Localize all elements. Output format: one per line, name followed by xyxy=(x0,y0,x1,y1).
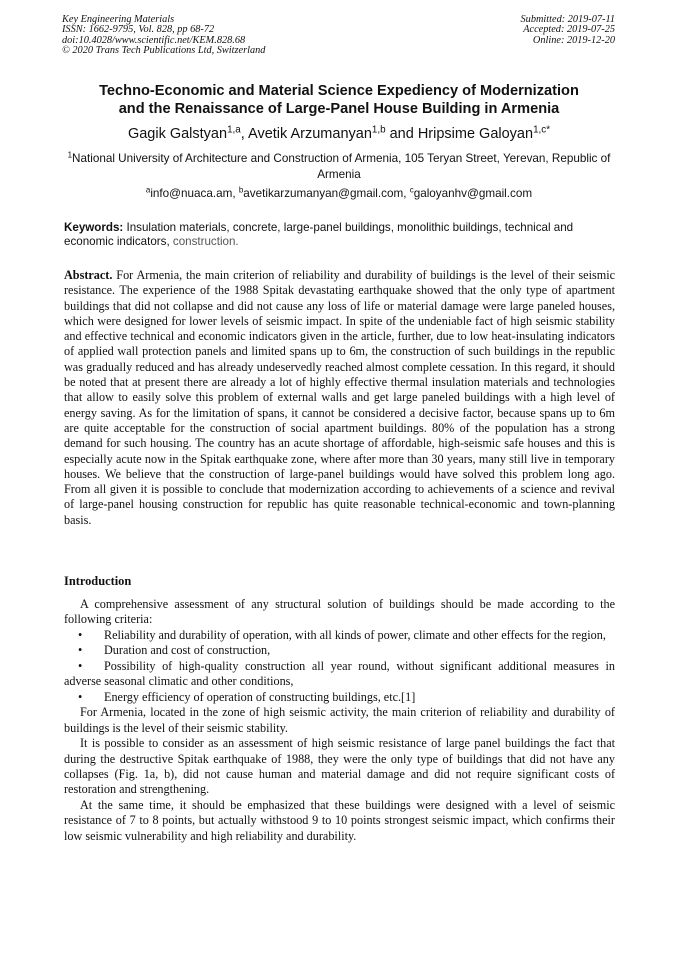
affiliation xyxy=(60,151,618,183)
email-mark: a xyxy=(145,185,151,195)
abstract-text: For Armenia, the main criterion of reliability and durability of buildings is the level of their seismic resistance. The experience of the 1988 Spitak devastating earthquake showed that the only type of apartment buildings that did not collapse and did not cause any loss of life or material damage were large paneled houses, which were designed for lower levels of seismic impact. In spite of the undeniable fact of high seismic stability and effective technical and economic indicators given in the article, further, due to low heat-insulating indicators of applied wall protection panels and limited spans up to 6m, the construction of such buildings in the republic was gradually reduced and has already undeservedly reached almost complete cessation. In this regard, it should be noted that at present there are already a lot of highly effective thermal insulation materials and technologies that allow to easily solve this problem of external walls and get large paneled buildings with a high level of energy saving. As for the limitation of spans, it cannot be considered a decisive factor, because spans up to 6m are quite acceptable for the construction of social apartment buildings. 80% of the population has a strong demand for such housing. The country has an acute shortage of affordable, high-seismic safe houses and this is especially acute now in the Spitak earthquake zone, where after more than 30 years, many still live in temporary houses. We believe that the construction of large-panel buildings would have solved this problem long ago. From all given it is possible to conclude that modernization according to achievements of a science and revival of large-panel housing construction for republic has quite reasonable technical-economic and town-planning basis. xyxy=(64,268,615,527)
email-mark: b xyxy=(238,185,244,195)
keywords xyxy=(64,221,616,249)
email-link[interactable]: avetikarzumanyan@gmail.com, xyxy=(243,187,410,200)
author-name: Hripsime Galoyan xyxy=(417,126,534,142)
paragraph: At the same time, it should be emphasized that these buildings were designed with a level of seismic resistance of 7 to 8 points, but actually withstood 9 to 10 points strongest seismic impact, which confirms their low seismic vulnerability and high reliability and durability. xyxy=(64,797,615,843)
keywords-label: Keywords: xyxy=(64,221,124,234)
paragraph: It is possible to consider as an assessment of high seismic resistance of large panel buildings the fact that during the destructive Spitak earthquake of 1988, they were the only type of buildings that did not have any collapses (Fig. 1a, b), did not cause human and material damage and did not require significant costs of restoration and strengthening. xyxy=(64,736,615,797)
bullet-item xyxy=(64,690,615,705)
email-mark: c xyxy=(409,185,414,195)
author-emails xyxy=(50,186,628,201)
author-list xyxy=(40,126,638,143)
author-name: Avetik Arzumanyan xyxy=(248,126,372,142)
title-line-1: Techno-Economic and Material Science Expediency of Modernization xyxy=(99,83,579,99)
section-heading-introduction: Introduction xyxy=(64,574,132,588)
paragraph: For Armenia, located in the zone of high seismic activity, the main criterion of reliability and durability of buildings is the level of their seismic stability. xyxy=(64,705,615,735)
author-affiliation-mark: 1,b xyxy=(371,124,386,136)
title-line-2: and the Renaissance of Large-Panel House Building in Armenia xyxy=(118,101,560,117)
author-affiliation-mark: 1,a xyxy=(227,124,241,136)
abstract xyxy=(64,268,615,528)
bullet-item xyxy=(64,628,615,643)
keywords-text: Insulation materials, concrete, large-panel buildings, monolithic buildings, technical and economic indicators, xyxy=(64,221,574,248)
introduction-body xyxy=(64,597,615,844)
author-separator: , xyxy=(240,126,249,142)
bullet-text: Reliability and durability of operation, with all kinds of power, climate and other effects for the region, xyxy=(104,627,606,642)
paper-title xyxy=(50,82,628,118)
doi-line: doi:10.4028/www.scientific.net/KEM.828.68 xyxy=(62,34,246,46)
keywords-tail: construction. xyxy=(172,235,239,248)
bullet-icon: • xyxy=(78,643,83,658)
affiliation-text: National University of Architecture and Construction of Armenia, 105 Teryan Street, Yerevan, Republic of Armenia xyxy=(72,152,611,181)
bullet-icon: • xyxy=(78,658,83,673)
email-link[interactable]: info@nuaca.am, xyxy=(150,187,239,200)
email-link[interactable]: galoyanhv@gmail.com xyxy=(413,187,533,200)
bullet-item xyxy=(64,659,615,690)
bullet-item xyxy=(64,643,615,658)
author-separator: and xyxy=(385,126,418,142)
copyright-line: © 2020 Trans Tech Publications Ltd, Switzerland xyxy=(62,44,266,56)
publication-dates xyxy=(521,15,615,46)
paragraph: A comprehensive assessment of any structural solution of buildings should be made according to the following criteria: xyxy=(64,597,615,627)
bullet-text: Duration and cost of construction, xyxy=(104,643,271,658)
bullet-icon: • xyxy=(78,627,83,642)
journal-name: Key Engineering Materials xyxy=(62,14,175,25)
bullet-icon: • xyxy=(78,689,83,704)
author-name: Gagik Galstyan xyxy=(127,126,228,142)
accepted-date: Accepted: 2019-07-25 xyxy=(523,24,615,36)
bullet-text: Energy efficiency of operation of constructing buildings, etc.[1] xyxy=(104,689,416,704)
issn-line: ISSN: 1662-9795, Vol. 828, pp 68-72 xyxy=(62,24,215,36)
abstract-label: Abstract. xyxy=(64,268,113,282)
affiliation-mark: 1 xyxy=(67,150,73,160)
online-date: Online: 2019-12-20 xyxy=(532,34,615,46)
bullet-text: Possibility of high-quality construction all year round, without significant additional measures in adverse seasonal climatic and other conditions, xyxy=(64,658,615,689)
submitted-date: Submitted: 2019-07-11 xyxy=(520,14,615,25)
journal-info xyxy=(62,15,265,56)
author-affiliation-mark: 1,c* xyxy=(533,124,551,136)
